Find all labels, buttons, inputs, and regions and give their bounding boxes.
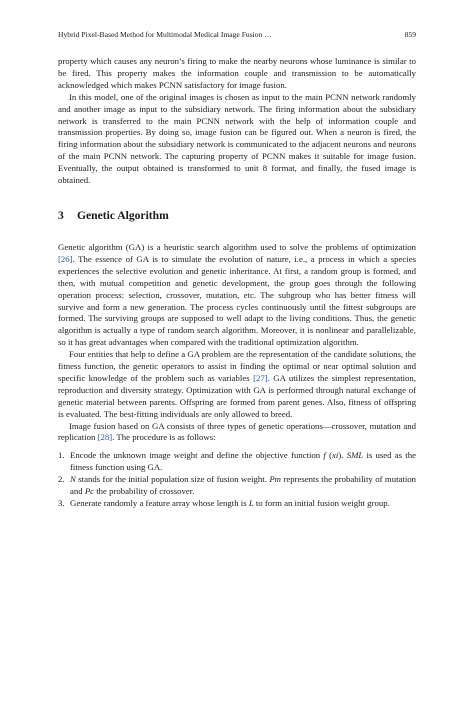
list-item-number: 2.: [58, 474, 65, 485]
citation-link[interactable]: [26]: [58, 253, 73, 264]
page: [58, 30, 416, 510]
running-head: [58, 30, 416, 40]
list-item-text: Encode the unknown image weight and define the objective function f (xi). SML is used as the fitness function using GA.: [70, 450, 416, 473]
paragraph: Image fusion based on GA consists of three types of genetic operations—crossover, mutation and replication [28]. The procedure is as follows:: [58, 420, 416, 443]
citation-link[interactable]: [27]: [253, 372, 268, 383]
list-item: [58, 474, 416, 498]
paragraph: Genetic algorithm (GA) is a heuristic search algorithm used to solve the problems of optimization [26]. The essence of GA is to simulate the evolution of nature, i.e., a process in which a species experiences the selective evolution and genetic inheritance. At first, a random group is formed, and then, with mutual competition and genetic development, the group goes through the following operation process: selection, crossover, mutation, etc. The subgroup who has better fitness will survive and form a new generation. The process cycles continuously until the fittest subgroups are formed. The surviving groups are supposed to well adapt to the living conditions. Thus, the genetic algorithm is actually a type of random search algorithm. Moreover, it is nonlinear and parallelizable, so it has great advantages when compared with the traditional optimization algorithm.: [58, 241, 416, 348]
section-title: Genetic Algorithm: [77, 208, 169, 222]
list-item-number: 3.: [58, 498, 65, 508]
paragraph: property which causes any neuron’s firing to make the nearby neurons whose luminance is similar to be fired. This property makes the information couple and transmission to be automatically acknowledged which makes PCNN satisfactory for image fusion.: [58, 56, 416, 90]
section-number: 3: [58, 208, 64, 222]
list-item: [58, 450, 416, 474]
page-number: 859: [404, 30, 416, 39]
paragraph: In this model, one of the original images is chosen as input to the main PCNN network randomly and another image as input to the subsidiary network. The firing information about the subsidiary network is transferred to the main PCNN network with the help of information couple and transmission properties. By doing so, image fusion can be figured out. When a neuron is fired, the firing information about the subsidiary network is communicated to the adjacent neurons and neurons of the main PCNN network. The capturing property of PCNN makes it suitable for image fusion. Eventually, the output obtained is transformed to unit 8 format, and finally, the fused image is obtained.: [58, 91, 416, 186]
running-head-title: Hybrid Pixel-Based Method for Multimodal Medical Image Fusion …: [58, 30, 272, 39]
paragraph: Four entities that help to define a GA problem are the representation of the candidate solutions, the fitness function, the genetic operators to assist in finding the optimal or near optimal solution and specific knowledge of the problem such as variables [27]. GA utilizes the simplest representation, reproduction and diversity strategy. Optimization with GA is performed through natural exchange of genetic material between parents. Offspring are formed from parent genes. Also, fitness of offspring is evaluated. The best-fitting individuals are only allowed to breed.: [58, 349, 416, 419]
procedure-list: [58, 450, 416, 510]
list-item-number: 1.: [58, 450, 65, 461]
list-item: [58, 498, 416, 510]
list-item-text: N stands for the initial population size of fusion weight. Pm represents the probability of mutation and Pc the probability of crossover.: [70, 474, 416, 497]
section-heading: [58, 209, 416, 223]
list-item-text: Generate randomly a feature array whose length is L to form an initial fusion weight group.: [70, 498, 390, 508]
citation-link[interactable]: [28]: [97, 432, 113, 443]
